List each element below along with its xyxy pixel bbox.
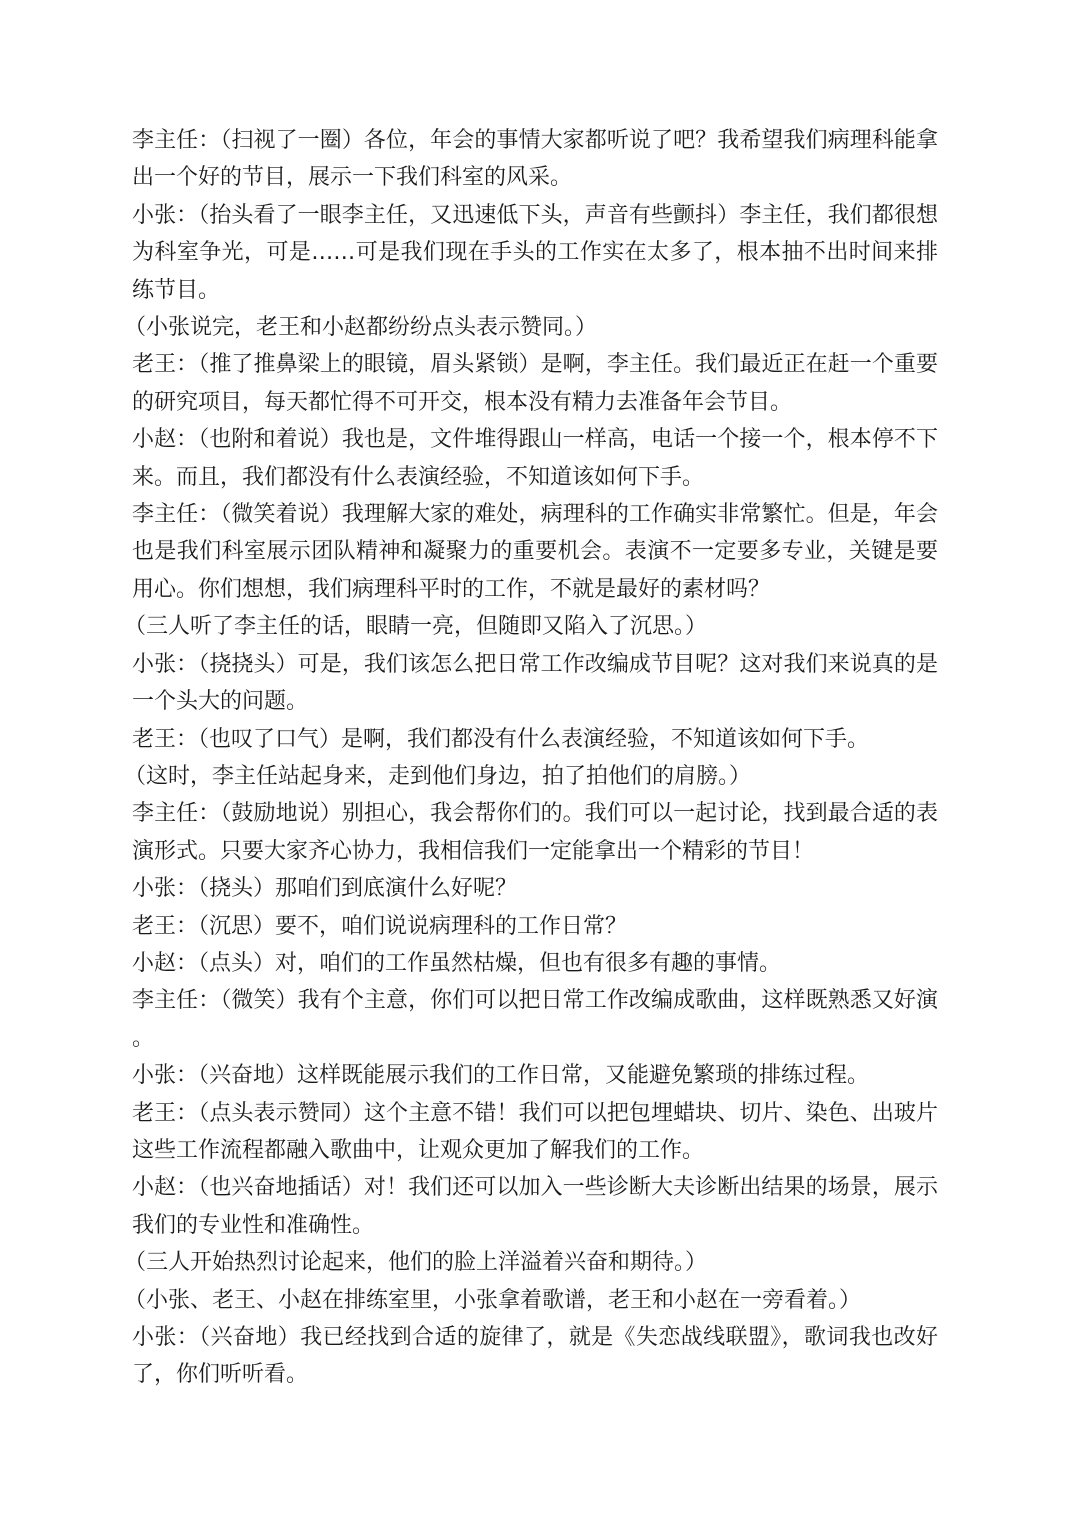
dialogue-line: 李主任：（微笑）我有个主意，你们可以把日常工作改编成歌曲，这样既熟悉又好演。 bbox=[132, 988, 938, 1051]
stage-direction: （这时，李主任站起身来，走到他们身边，拍了拍他们的肩膀。） bbox=[124, 763, 752, 789]
dialogue-line: 老王：（点头表示赞同）这个主意不错！我们可以把包埋蜡块、切片、染色、出玻片这些工作流程都融入歌曲中，让观众更加了解我们的工作。 bbox=[132, 1100, 938, 1163]
dialogue-line: 小张：（兴奋地）我已经找到合适的旋律了，就是《失恋战线联盟》，歌词我也改好了，你们听听看。 bbox=[132, 1325, 938, 1388]
script-body bbox=[124, 122, 938, 1394]
stage-direction: （三人开始热烈讨论起来，他们的脸上洋溢着兴奋和期待。） bbox=[124, 1250, 708, 1276]
dialogue-line: 小张：（挠挠头）可是，我们该怎么把日常工作改编成节目呢？这对我们来说真的是一个头大的问题。 bbox=[132, 651, 938, 715]
dialogue-line: 老王：（也叹了口气）是啊，我们都没有什么表演经验，不知道该如何下手。 bbox=[132, 726, 870, 752]
stage-direction: （小张、老王、小赵在排练室里，小张拿着歌谱，老王和小赵在一旁看着。） bbox=[124, 1287, 862, 1313]
stage-direction: （小张说完，老王和小赵都纷纷点头表示赞同。） bbox=[124, 315, 598, 341]
dialogue-line: 李主任：（扫视了一圈）各位，年会的事情大家都听说了吧？我希望我们病理科能拿出一个好的节目，展示一下我们科室的风采。 bbox=[132, 128, 938, 191]
dialogue-line: 小张：（抬头看了一眼李主任，又迅速低下头，声音有些颤抖）李主任，我们都很想为科室争光，可是……可是我们现在手头的工作实在太多了，根本抽不出时间来排练节目。 bbox=[132, 202, 938, 303]
dialogue-line: 小张：（挠头）那咱们到底演什么好呢？ bbox=[132, 876, 518, 902]
dialogue-line: 小张：（兴奋地）这样既能展示我们的工作日常，又能避免繁琐的排练过程。 bbox=[132, 1063, 870, 1089]
dialogue-line: 李主任：（鼓励地说）别担心，我会帮你们的。我们可以一起讨论，找到最合适的表演形式。只要大家齐心协力，我相信我们一定能拿出一个精彩的节目！ bbox=[132, 801, 938, 864]
dialogue-line: 小赵：（也兴奋地插话）对！我们还可以加入一些诊断大夫诊断出结果的场景，展示我们的专业性和准确性。 bbox=[132, 1175, 938, 1238]
dialogue-line: 老王：（推了推鼻梁上的眼镜，眉头紧锁）是啊，李主任。我们最近正在赶一个重要的研究项目，每天都忙得不可开交，根本没有精力去准备年会节目。 bbox=[132, 352, 938, 415]
dialogue-line: 小赵：（也附和着说）我也是，文件堆得跟山一样高，电话一个接一个，根本停不下来。而且，我们都没有什么表演经验，不知道该如何下手。 bbox=[132, 427, 938, 490]
dialogue-line: 小赵：（点头）对，咱们的工作虽然枯燥，但也有很多有趣的事情。 bbox=[132, 950, 782, 976]
dialogue-line: 老王：（沉思）要不，咱们说说病理科的工作日常？ bbox=[132, 913, 628, 939]
stage-direction: （三人听了李主任的话，眼睛一亮，但随即又陷入了沉思。） bbox=[124, 614, 708, 640]
dialogue-line: 李主任：（微笑着说）我理解大家的难处，病理科的工作确实非常繁忙。但是，年会也是我们科室展示团队精神和凝聚力的重要机会。表演不一定要多专业，关键是要用心。你们想想，我们病理科平时的工作，不就是最好的素材吗？ bbox=[132, 502, 938, 602]
